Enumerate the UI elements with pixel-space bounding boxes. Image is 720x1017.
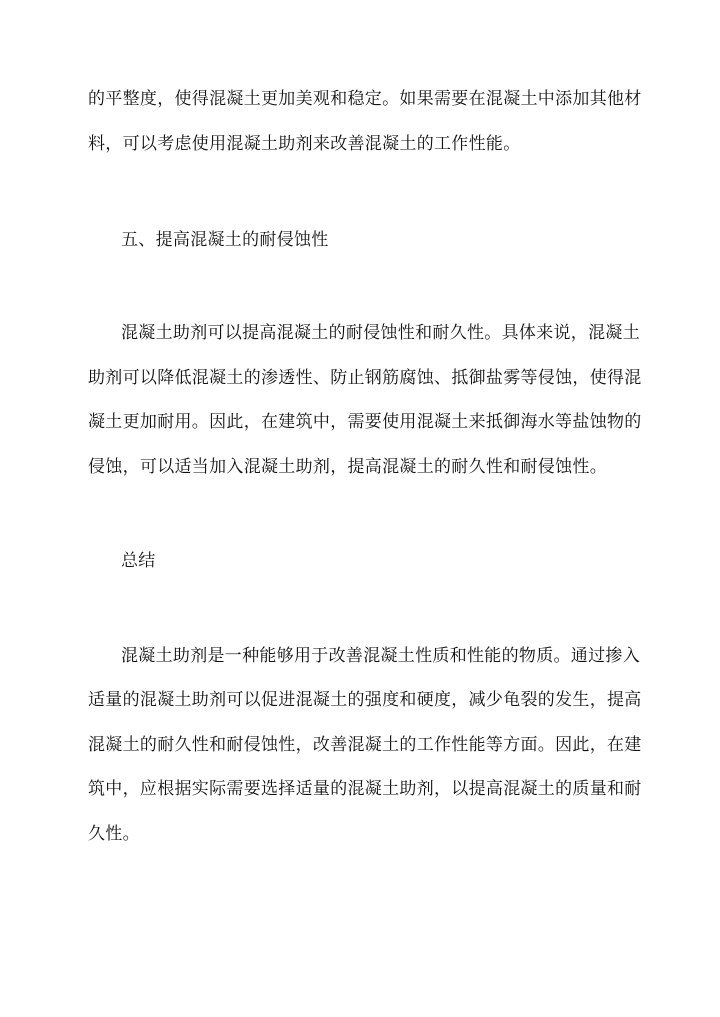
summary-line-2: 适量的混凝土助剂可以促进混凝土的强度和硬度，减少龟裂的发生，提高 [88, 690, 642, 710]
summary-line-3: 混凝土的耐久性和耐侵蚀性，改善混凝土的工作性能等方面。因此，在建 [88, 735, 642, 755]
summary-line-1: 混凝土助剂是一种能够用于改善混凝土性质和性能的物质。通过掺入 [121, 646, 640, 666]
section-5-line-2: 助剂可以降低混凝土的渗透性、防止钢筋腐蚀、抵御盐雾等侵蚀，使得混 [88, 368, 642, 388]
section-5-line-1: 混凝土助剂可以提高混凝土的耐侵蚀性和耐久性。具体来说，混凝土 [121, 323, 640, 343]
section-5-heading: 五、提高混凝土的耐侵蚀性 [121, 230, 329, 250]
section-5-line-4: 侵蚀，可以适当加入混凝土助剂，提高混凝土的耐久性和耐侵蚀性。 [88, 457, 607, 477]
summary-line-4: 筑中，应根据实际需要选择适量的混凝土助剂，以提高混凝土的质量和耐 [88, 779, 642, 799]
summary-line-5: 久性。 [88, 824, 140, 844]
section-5-line-3: 凝土更加耐用。因此，在建筑中，需要使用混凝土来抵御海水等盐蚀物的 [88, 412, 642, 432]
intro-line-1: 的平整度，使得混凝土更加美观和稳定。如果需要在混凝土中添加其他材 [88, 89, 642, 109]
intro-line-2: 料，可以考虑使用混凝土助剂来改善混凝土的工作性能。 [88, 134, 521, 154]
summary-heading: 总结 [121, 551, 156, 571]
